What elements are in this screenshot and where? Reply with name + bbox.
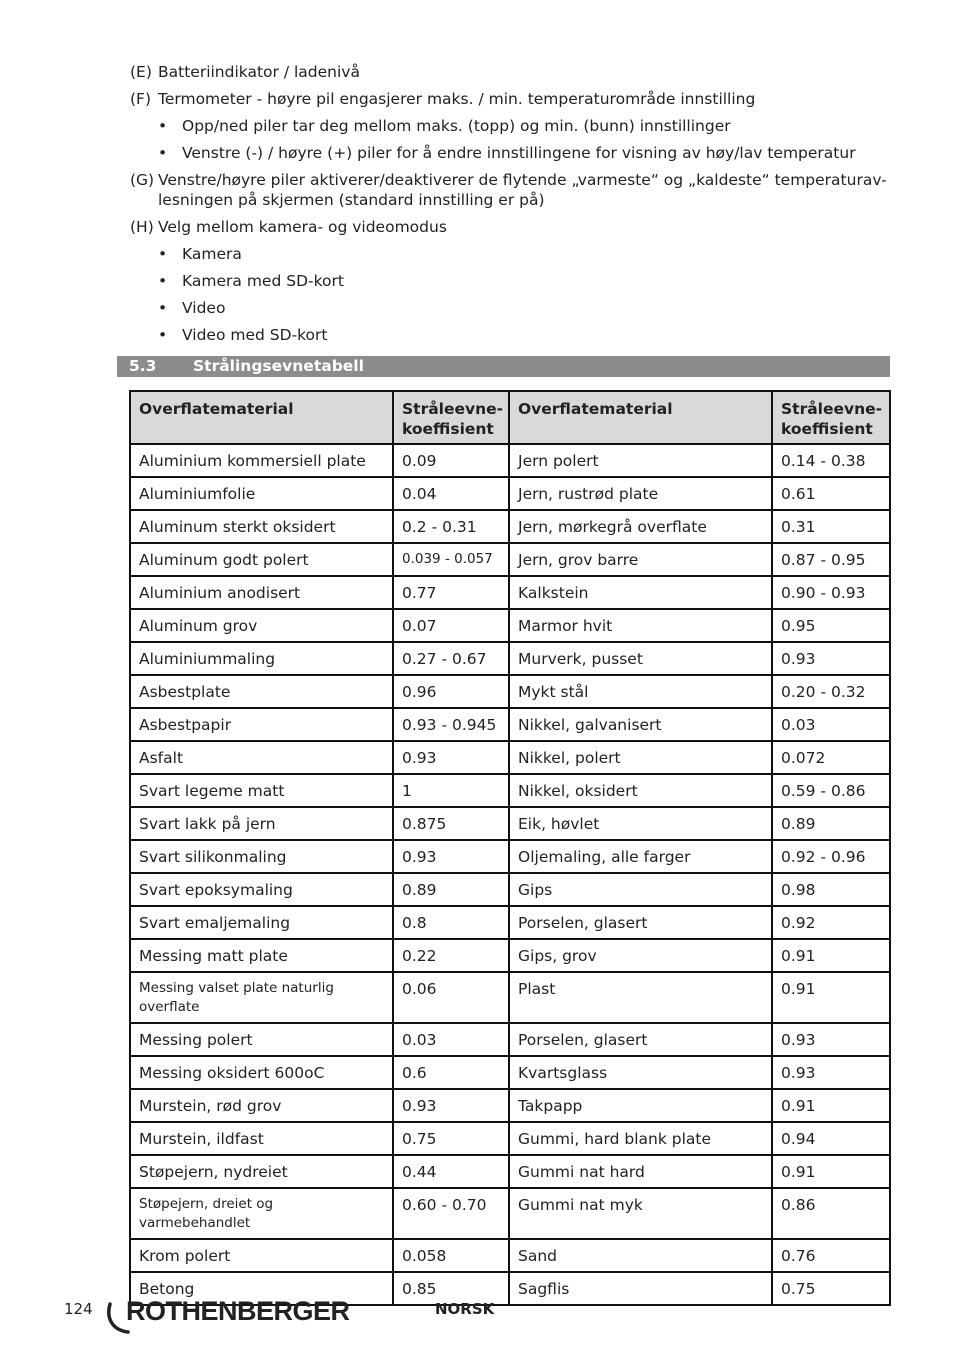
- coefficient-cell: 1: [393, 774, 509, 807]
- material-cell: Murstein, ildfast: [130, 1122, 393, 1155]
- logo-text: ROTHENBERGER: [126, 1296, 350, 1326]
- coefficient-cell: 0.875: [393, 807, 509, 840]
- list-item: [130, 89, 890, 109]
- header-material-2: Overflatematerial: [509, 391, 772, 444]
- coefficient-cell: 0.91: [772, 972, 890, 1023]
- material-cell: Svart legeme matt: [130, 774, 393, 807]
- bullet-item: [130, 116, 890, 136]
- table-row: [130, 444, 890, 477]
- material-cell: Støpejern, dreiet og varmebehandlet: [130, 1188, 393, 1239]
- coefficient-cell: 0.93: [772, 1056, 890, 1089]
- material-cell: Nikkel, oksidert: [509, 774, 772, 807]
- item-text: Batteriindikator / ladenivå: [158, 63, 360, 81]
- page-number: 124: [64, 1300, 93, 1318]
- instruction-list: [130, 62, 890, 352]
- header-coefficient-2: Stråleevne-koeffisient: [772, 391, 890, 444]
- material-cell: Aluminiummaling: [130, 642, 393, 675]
- material-cell: Gips, grov: [509, 939, 772, 972]
- material-cell: Aluminum grov: [130, 609, 393, 642]
- material-cell: Asfalt: [130, 741, 393, 774]
- coefficient-cell: 0.92: [772, 906, 890, 939]
- coefficient-cell: 0.91: [772, 1155, 890, 1188]
- material-cell: Gummi, hard blank plate: [509, 1122, 772, 1155]
- table-row: [130, 675, 890, 708]
- material-cell: Aluminium anodisert: [130, 576, 393, 609]
- material-cell: Asbestplate: [130, 675, 393, 708]
- language-label: NORSK: [435, 1300, 495, 1318]
- bullet-text: Kamera med SD-kort: [182, 272, 344, 290]
- table-row: [130, 510, 890, 543]
- bullet-icon: •: [158, 117, 168, 135]
- coefficient-cell: 0.91: [772, 939, 890, 972]
- bullet-text: Video: [182, 299, 226, 317]
- material-cell: Kalkstein: [509, 576, 772, 609]
- material-cell: Svart emaljemaling: [130, 906, 393, 939]
- material-cell: Svart epoksymaling: [130, 873, 393, 906]
- table-row: [130, 609, 890, 642]
- material-cell: Sagflis: [509, 1272, 772, 1305]
- material-cell: Aluminium kommersiell plate: [130, 444, 393, 477]
- bullet-item: [130, 298, 890, 318]
- table-row: [130, 939, 890, 972]
- coefficient-cell: 0.98: [772, 873, 890, 906]
- table-header-row: [130, 391, 890, 444]
- item-text: Termometer - høyre pil engasjerer maks. / min. temperaturområde innstilling: [158, 90, 756, 108]
- coefficient-cell: 0.072: [772, 741, 890, 774]
- material-cell: Støpejern, nydreiet: [130, 1155, 393, 1188]
- table-row: [130, 972, 890, 1023]
- coefficient-cell: 0.91: [772, 1089, 890, 1122]
- coefficient-cell: 0.039 - 0.057: [393, 543, 509, 576]
- coefficient-cell: 0.27 - 0.67: [393, 642, 509, 675]
- material-cell: Messing matt plate: [130, 939, 393, 972]
- header-coefficient-1: Stråleevne-koeffisient: [393, 391, 509, 444]
- material-cell: Mykt stål: [509, 675, 772, 708]
- material-cell: Messing valset plate naturlig overflate: [130, 972, 393, 1023]
- section-title: Strålingsevnetabell: [193, 357, 364, 375]
- coefficient-cell: 0.06: [393, 972, 509, 1023]
- material-cell: Murstein, rød grov: [130, 1089, 393, 1122]
- bullet-item: [130, 143, 890, 163]
- item-marker: (F): [130, 90, 152, 108]
- coefficient-cell: 0.93 - 0.945: [393, 708, 509, 741]
- table-row: [130, 1188, 890, 1239]
- table-row: [130, 807, 890, 840]
- material-cell: Asbestpapir: [130, 708, 393, 741]
- bullet-text: Kamera: [182, 245, 242, 263]
- coefficient-cell: 0.09: [393, 444, 509, 477]
- rothenberger-logo: [104, 1296, 354, 1336]
- coefficient-cell: 0.92 - 0.96: [772, 840, 890, 873]
- item-text: Velg mellom kamera- og videomodus: [158, 218, 447, 236]
- material-cell: Svart silikonmaling: [130, 840, 393, 873]
- material-cell: Jern polert: [509, 444, 772, 477]
- coefficient-cell: 0.85: [393, 1272, 509, 1305]
- material-cell: Jern, grov barre: [509, 543, 772, 576]
- coefficient-cell: 0.89: [772, 807, 890, 840]
- table-row: [130, 840, 890, 873]
- list-item: [130, 170, 890, 210]
- coefficient-cell: 0.058: [393, 1239, 509, 1272]
- material-cell: Gips: [509, 873, 772, 906]
- coefficient-cell: 0.14 - 0.38: [772, 444, 890, 477]
- coefficient-cell: 0.93: [393, 840, 509, 873]
- bullet-icon: •: [158, 144, 168, 162]
- material-cell: Nikkel, polert: [509, 741, 772, 774]
- material-cell: Murverk, pusset: [509, 642, 772, 675]
- material-cell: Porselen, glasert: [509, 906, 772, 939]
- material-cell: Plast: [509, 972, 772, 1023]
- material-cell: Aluminum sterkt oksidert: [130, 510, 393, 543]
- table-row: [130, 708, 890, 741]
- table-row: [130, 1122, 890, 1155]
- bullet-icon: •: [158, 299, 168, 317]
- coefficient-cell: 0.93: [772, 642, 890, 675]
- material-cell: Svart lakk på jern: [130, 807, 393, 840]
- material-cell: Kvartsglass: [509, 1056, 772, 1089]
- section-heading: [117, 356, 890, 377]
- list-item: [130, 62, 890, 82]
- material-cell: Takpapp: [509, 1089, 772, 1122]
- coefficient-cell: 0.93: [393, 1089, 509, 1122]
- material-cell: Marmor hvit: [509, 609, 772, 642]
- coefficient-cell: 0.31: [772, 510, 890, 543]
- item-marker: (E): [130, 63, 152, 81]
- bullet-text: Video med SD-kort: [182, 326, 328, 344]
- table-row: [130, 873, 890, 906]
- table-row: [130, 1155, 890, 1188]
- item-marker: (H): [130, 218, 154, 236]
- coefficient-cell: 0.20 - 0.32: [772, 675, 890, 708]
- coefficient-cell: 0.22: [393, 939, 509, 972]
- material-cell: Gummi nat myk: [509, 1188, 772, 1239]
- page-footer: [0, 1296, 954, 1336]
- table-row: [130, 543, 890, 576]
- table-row: [130, 642, 890, 675]
- coefficient-cell: 0.77: [393, 576, 509, 609]
- bullet-icon: •: [158, 245, 168, 263]
- coefficient-cell: 0.96: [393, 675, 509, 708]
- bullet-text: Opp/ned piler tar deg mellom maks. (topp) og min. (bunn) innstillinger: [182, 117, 731, 135]
- table-row: [130, 774, 890, 807]
- bullet-icon: •: [158, 272, 168, 290]
- coefficient-cell: 0.61: [772, 477, 890, 510]
- coefficient-cell: 0.8: [393, 906, 509, 939]
- coefficient-cell: 0.94: [772, 1122, 890, 1155]
- material-cell: Porselen, glasert: [509, 1023, 772, 1056]
- list-item: [130, 217, 890, 237]
- header-material-1: Overflatematerial: [130, 391, 393, 444]
- material-cell: Betong: [130, 1272, 393, 1305]
- table-row: [130, 906, 890, 939]
- coefficient-cell: 0.6: [393, 1056, 509, 1089]
- coefficient-cell: 0.04: [393, 477, 509, 510]
- coefficient-cell: 0.59 - 0.86: [772, 774, 890, 807]
- table-row: [130, 477, 890, 510]
- item-marker: (G): [130, 171, 155, 189]
- bullet-item: [130, 244, 890, 264]
- material-cell: Aluminum godt polert: [130, 543, 393, 576]
- table-row: [130, 1023, 890, 1056]
- bullet-icon: •: [158, 326, 168, 344]
- table-row: [130, 1089, 890, 1122]
- coefficient-cell: 0.86: [772, 1188, 890, 1239]
- coefficient-cell: 0.75: [772, 1272, 890, 1305]
- table-row: [130, 741, 890, 774]
- bullet-text: Venstre (-) / høyre (+) piler for å endre innstillingene for visning av høy/lav temperatur: [182, 144, 856, 162]
- material-cell: Jern, rustrød plate: [509, 477, 772, 510]
- coefficient-cell: 0.90 - 0.93: [772, 576, 890, 609]
- table-row: [130, 1056, 890, 1089]
- table-row: [130, 1239, 890, 1272]
- coefficient-cell: 0.95: [772, 609, 890, 642]
- coefficient-cell: 0.75: [393, 1122, 509, 1155]
- coefficient-cell: 0.07: [393, 609, 509, 642]
- coefficient-cell: 0.76: [772, 1239, 890, 1272]
- material-cell: Nikkel, galvanisert: [509, 708, 772, 741]
- material-cell: Jern, mørkegrå overflate: [509, 510, 772, 543]
- item-text: Venstre/høyre piler aktiverer/deaktiverer de flytende „varmeste“ og „kaldeste“ temperaturav-lesningen på skjermen (standard innstilling er på): [158, 171, 887, 209]
- coefficient-cell: 0.44: [393, 1155, 509, 1188]
- material-cell: Messing polert: [130, 1023, 393, 1056]
- coefficient-cell: 0.93: [393, 741, 509, 774]
- material-cell: Oljemaling, alle farger: [509, 840, 772, 873]
- material-cell: Sand: [509, 1239, 772, 1272]
- material-cell: Eik, høvlet: [509, 807, 772, 840]
- table-row: [130, 576, 890, 609]
- material-cell: Gummi nat hard: [509, 1155, 772, 1188]
- bullet-item: [130, 271, 890, 291]
- coefficient-cell: 0.89: [393, 873, 509, 906]
- coefficient-cell: 0.60 - 0.70: [393, 1188, 509, 1239]
- coefficient-cell: 0.93: [772, 1023, 890, 1056]
- coefficient-cell: 0.2 - 0.31: [393, 510, 509, 543]
- bullet-item: [130, 325, 890, 345]
- coefficient-cell: 0.87 - 0.95: [772, 543, 890, 576]
- material-cell: Messing oksidert 600oC: [130, 1056, 393, 1089]
- coefficient-cell: 0.03: [393, 1023, 509, 1056]
- emissivity-table: [129, 390, 891, 1306]
- section-number: 5.3: [129, 357, 157, 375]
- material-cell: Krom polert: [130, 1239, 393, 1272]
- coefficient-cell: 0.03: [772, 708, 890, 741]
- material-cell: Aluminiumfolie: [130, 477, 393, 510]
